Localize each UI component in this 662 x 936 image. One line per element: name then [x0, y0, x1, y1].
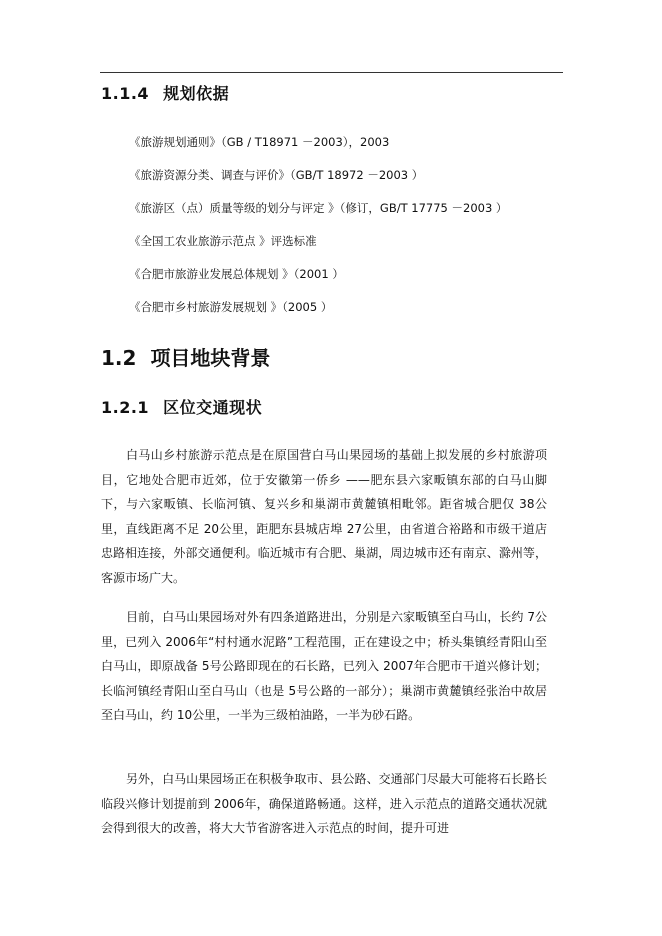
- section-title: 规划依据: [163, 84, 230, 103]
- section-number: 1.2: [101, 346, 137, 370]
- header-rule: [100, 72, 563, 73]
- reference-item: 《旅游区（点）质量等级的划分与评定 》（修订，GB/T 17775 －2003 ）: [129, 201, 508, 215]
- reference-list: [129, 126, 507, 324]
- reference-item: 《合肥市旅游业发展总体规划 》（2001 ）: [129, 267, 344, 281]
- section-heading-1-1-4: [101, 81, 229, 104]
- reference-item: 《旅游资源分类、调查与评价》（GB/T 18972 －2003 ）: [129, 168, 424, 182]
- section-title: 项目地块背景: [150, 346, 271, 370]
- section-number: 1.1.4: [101, 84, 150, 103]
- section-heading-1-2: [101, 342, 270, 371]
- reference-item: 《全国工农业旅游示范点 》评选标准: [129, 234, 317, 248]
- section-title: 区位交通现状: [163, 398, 263, 417]
- body-paragraph: 白马山乡村旅游示范点是在原国营白马山果园场的基础上拟发展的乡村旅游项目，它地处合肥市近郊，位于安徽第一侨乡 ——肥东县六家畈镇东部的白马山脚下，与六家畈镇、长临河镇、复兴乡和巢湖市黄麓镇相毗邻。距省城合肥仅 38公里，直线距离不足 20公里，距肥东县城店埠 27公里，由省道合裕路和市级干道店忠路相连接，外部交通便利。临近城市有合肥、巢湖，周边城市还有南京、滁州等，客源市场广大。: [101, 448, 547, 585]
- reference-item: 《旅游规划通则》（GB / T18971 －2003），2003: [129, 135, 390, 149]
- body-paragraph: 另外，白马山果园场正在积极争取市、县公路、交通部门尽最大可能将石长路长临段兴修计划提前到 2006年，确保道路畅通。这样，进入示范点的道路交通状况就会得到很大的改善，将大大节省游客进入示范点的时间，提升可进: [101, 772, 547, 835]
- section-heading-1-2-1: [101, 395, 262, 418]
- reference-item: 《合肥市乡村旅游发展规划 》（2005 ）: [129, 300, 333, 314]
- section-number: 1.2.1: [101, 398, 150, 417]
- body-paragraph: 目前，白马山果园场对外有四条道路进出，分别是六家畈镇至白马山，长约 7公里，已列入 2006年“村村通水泥路”工程范围，正在建设之中；桥头集镇经青阳山至白马山，即原战备 5号公路即现在的石长路，已列入 2007年合肥市干道兴修计划；长临河镇经青阳山至白马山（也是 5号公路的一部分）；巢湖市黄麓镇经张治中故居至白马山，约 10公里，一半为三级柏油路，一半为砂石路。: [101, 610, 547, 722]
